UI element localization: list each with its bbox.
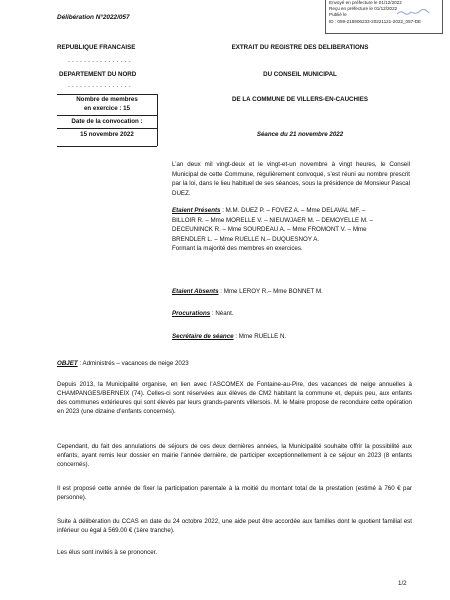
body-paragraph: Il est proposé cette année de fixer la participation parentale à la moitié du montant total de la prestation (estimé à 760 € par personne). [57,485,412,501]
stamp-line-published: Publié le [329,12,347,18]
presents-label: Etaient Présents [172,207,221,214]
intro-paragraph: L’an deux mil vingt-deux et le vingt-et-un novembre à vingt heures, le Conseil Municipal de cette Commune, régulièrement convoqué, s’est réuni au nombre prescrit par la loi, dans le lieu habituel de ses séances, sous la présidence de Monsieur Pascal DUEZ. [172,161,410,197]
presents-line: DECEUNINCK R. – Mme SOURDEAU A. – Mme FROMONT V. – Mme [172,226,367,234]
table-rule [157,94,158,146]
body-paragraph: Depuis 2013, la Municipalité organise, en lien avec l’ASCOMEX de Fontaine-au-Pire, des vacances de neige annuelles à CHAMPANGES/BERNEIX (74). Celles-ci sont réservées aux élèves de CM2 habitant la commune et, depuis peu, aux enfants des communes extérieures qui sont élevés par leurs grands-parents villersois. M. le Maire propose de reconduire cette opération en 2023 (une dizaine d’enfants concernés). [57,381,412,415]
absents-row [172,288,323,297]
secretaire-row [172,333,286,342]
departement-label: DEPARTEMENT DU NORD [59,71,137,78]
separator-dashes: - - - - - - - - - - - - - - - - [68,84,131,90]
objet-value: : Administrés – vacances de neige 2023 [77,360,189,367]
presents-line: BRENDLER L. – Mme RUELLE N.– DUQUESNOY A. [172,235,320,243]
procurations-row [172,310,234,319]
page-number: 1/2 [398,580,407,587]
convocation-label: Date de la convocation : [71,118,143,125]
table-rule [57,146,157,147]
presents-line: : M.M. DUEZ P. – FOVEZ A. – Mme DELAVAL MF. – [220,207,366,214]
deliberation-number: Délibération N°2022/057 [57,14,130,21]
republique-label: REPUBLIQUE FRANCAISE [57,44,136,51]
conseil-title: DU CONSEIL MUNICIPAL [263,71,337,78]
stamp-line-id: ID : 059-215906233-20221121-2022_057-DE [329,18,422,24]
members-count: en exercice : 15 [83,105,131,112]
table-rule [57,94,157,95]
presents-block [172,206,412,254]
extrait-title: EXTRAIT DU REGISTRE DES DELIBERATIONS [231,44,369,51]
table-rule [57,128,157,129]
secretaire-label: Secrétaire de séance [172,333,234,340]
presents-line: BILLOIR R. – Mme MORELLE V. – NIEUWJAER M. – DEMOYELLE M. – [172,216,373,224]
body-paragraph: Cependant, du fait des annulations de séjours de ces deux dernières années, la Municipalité souhaite offrir la possibilité aux enfants, ayant remis leur dossier en mairie l’année dernière, de participer exceptionnellement à ce séjour en 2023 (8 enfants concernés). [57,443,412,468]
procurations-label: Procurations [172,310,211,317]
procurations-value: : Néant. [210,310,234,317]
majority-note: Formant la majorité des membres en exercices. [172,245,303,253]
commune-title: DE LA COMMUNE DE VILLERS-EN-CAUCHIES [232,96,368,103]
stamp-line-sent: Envoyé en préfecture le 01/12/2022 [329,0,402,5]
prefecture-stamp [325,0,443,34]
secretaire-value: : Mme RUELLE N. [233,333,287,340]
seance-date: Séance du 21 novembre 2022 [256,131,344,138]
stamp-line-received: Reçu en préfecture le 01/12/2022 [329,6,398,12]
convocation-date: 15 novembre 2022 [80,131,134,138]
members-label: Nombre de membres [76,96,138,103]
body-paragraph: Les élus sont invités à se prononcer. [57,549,158,556]
objet-label: OBJET [57,360,78,367]
absents-value: : Mme LEROY R.– Mme BONNET M. [218,288,323,295]
table-rule [57,115,157,116]
body-paragraph: Suite à délibération du CCAS en date du 24 octobre 2022, une aide peut être accordée aux familles dont le quotient familial est inférieur ou égal à 569.00 € (1ère tranche). [57,518,412,534]
stamp-signature-icon [396,9,430,16]
absents-label: Etaient Absents [172,288,219,295]
separator-dashes: - - - - - - - - - - - - - - - - [68,59,131,65]
objet-row [57,360,189,369]
